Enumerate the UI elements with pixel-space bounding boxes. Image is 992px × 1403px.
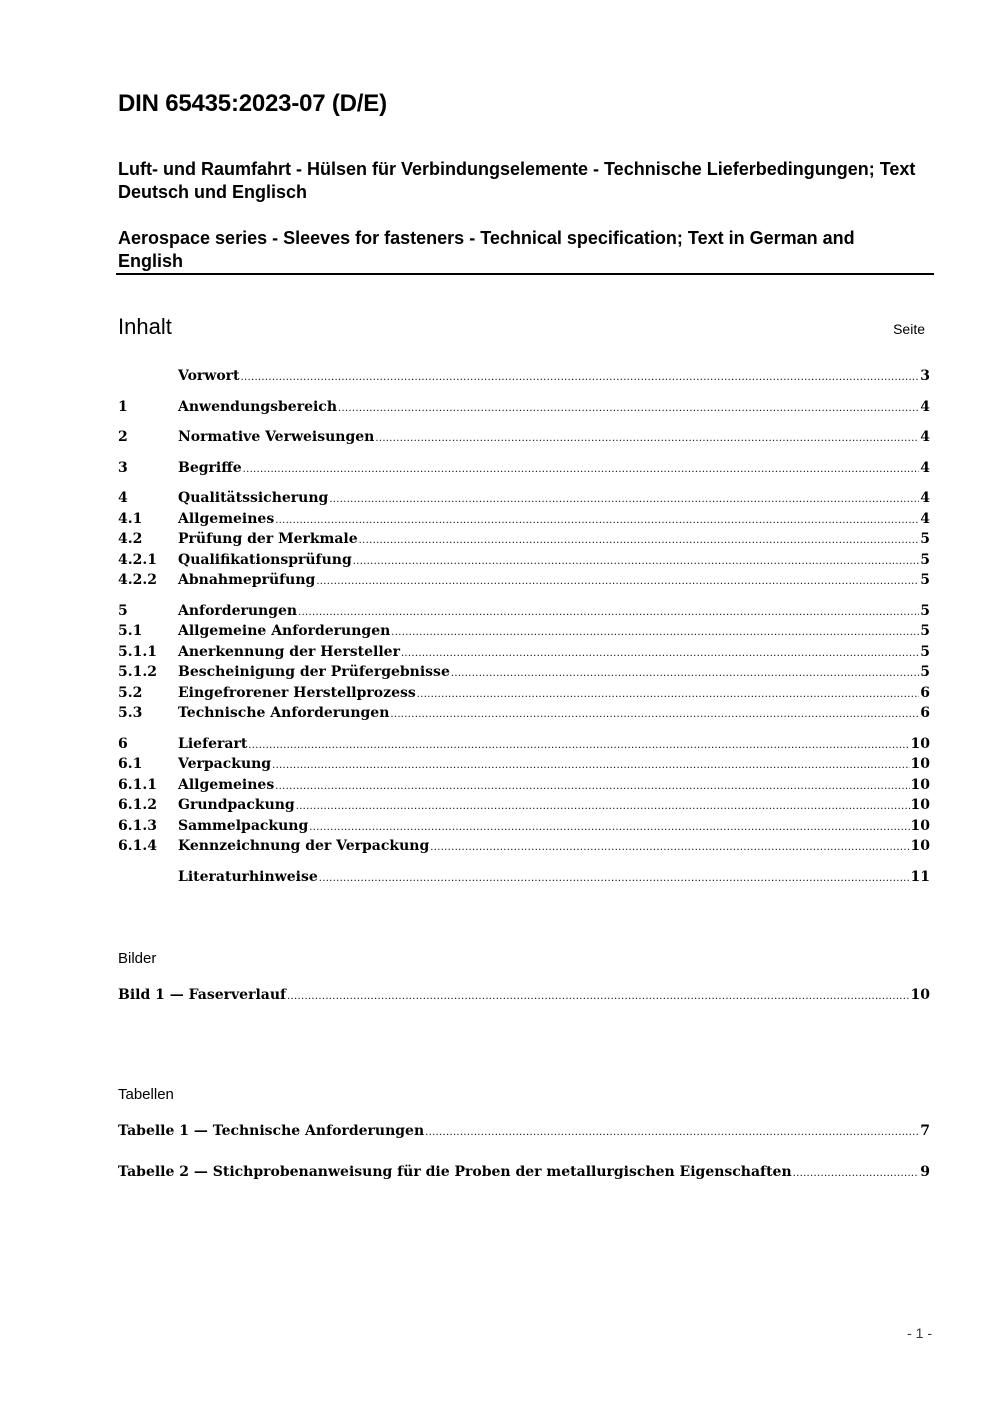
toc-leader-dots [417,689,920,700]
toc-entry[interactable] [118,644,930,665]
toc-entry-page: 4 [920,398,930,415]
toc-leader-dots [375,433,919,444]
toc-entry[interactable] [118,572,930,593]
toc-entry[interactable] [118,552,930,573]
toc-entry[interactable] [118,818,930,839]
figure-entry-title: Bild 1 — Faserverlauf [118,987,287,1003]
toc-entry-page: 5 [920,572,930,588]
toc-entry[interactable] [118,756,930,777]
toc-entry-title: Anerkennung der Hersteller [178,643,400,660]
toc-entry-number: 4 [118,490,128,506]
toc-leader-dots [275,515,919,526]
toc-entry-title: Verpackung [178,756,272,772]
toc-entry-title: Vorwort [178,368,240,384]
toc-entry-number: 4.2.1 [118,551,157,568]
toc-entry-title: Eingefrorener Herstellprozess [178,684,416,701]
toc-entry-page: 4 [920,429,930,445]
toc-entry[interactable] [118,869,930,890]
toc-entry[interactable] [118,460,930,481]
toc-entry-title: Abnahmeprüfung [178,572,316,588]
toc-entry-page: 6 [920,705,930,721]
toc-entry[interactable] [118,736,930,757]
toc-heading: Inhalt [118,314,172,339]
toc-entry-title: Kennzeichnung der Verpackung [178,838,430,854]
toc-entry-number: 5.1.1 [118,643,157,660]
toc-leader-dots [316,576,919,587]
table-entry[interactable] [118,1123,930,1144]
toc-entry-number: 6.1.1 [118,776,157,793]
toc-leader-dots [338,403,919,414]
toc-entry[interactable] [118,838,930,859]
toc-entry-page: 10 [910,756,930,772]
figure-entry-page: 10 [910,987,930,1003]
toc-entry-number: 6.1.4 [118,838,157,854]
table-entry-page: 7 [920,1123,930,1139]
toc-entry[interactable] [118,399,930,420]
toc-entry-title: Begriffe [178,459,242,476]
page-number: - 1 - [907,1325,932,1341]
toc-entry-title: Prüfung der Merkmale [178,531,358,547]
toc-entry-page: 4 [920,510,930,527]
toc-entry-title: Normative Verweisungen [178,429,375,445]
toc-leader-dots [353,556,920,567]
toc-entry-title: Sammelpackung [178,817,309,834]
toc-entry-page: 3 [920,368,930,384]
toc-leader-dots [451,668,919,679]
toc-entry[interactable] [118,603,930,624]
toc-entry-number: 1 [118,398,128,415]
toc-page-column-label: Seite [893,321,925,337]
toc-leader-dots [793,1168,920,1179]
toc-entry[interactable] [118,705,930,726]
toc-entry-number: 5.3 [118,705,143,721]
table-entry-title: Tabelle 1 — Technische Anforderungen [118,1123,425,1139]
toc-entry-page: 5 [920,643,930,660]
toc-leader-dots [401,648,919,659]
toc-leader-dots [329,494,919,505]
toc-entry-title: Bescheinigung der Prüfergebnisse [178,664,450,680]
toc-leader-dots [309,822,909,833]
toc-entry-page: 4 [920,459,930,476]
toc-entry-page: 11 [910,868,930,885]
table-entry-title: Tabelle 2 — Stichprobenanweisung für die Proben der metallurgischen Eigenschaften [118,1163,792,1180]
toc-entry-page: 5 [920,664,930,680]
list-of-tables [118,1123,930,1184]
toc-entry-page: 10 [910,797,930,813]
toc-entry-page: 5 [920,531,930,547]
toc-entry[interactable] [118,531,930,552]
toc-entry[interactable] [118,490,930,511]
toc-leader-dots [275,781,909,792]
toc-entry-number: 4.2.2 [118,572,157,588]
toc-entry-page: 4 [920,490,930,506]
toc-leader-dots [391,627,919,638]
title-divider [116,273,934,275]
table-entry-page: 9 [920,1163,930,1180]
toc-entry[interactable] [118,664,930,685]
tables-heading: Tabellen [118,1086,174,1103]
toc-entry-title: Anforderungen [178,602,298,619]
toc-entry[interactable] [118,685,930,706]
toc-entry-page: 5 [920,551,930,568]
toc-entry-number: 5 [118,602,128,619]
toc-entry-title: Allgemeines [178,510,275,527]
toc-leader-dots [296,801,910,812]
list-of-figures [118,987,930,1008]
toc-leader-dots [243,464,920,475]
toc-entry-title: Allgemeine Anforderungen [178,623,391,639]
toc-entry-page: 5 [920,602,930,619]
toc-leader-dots [390,709,919,720]
toc-entry-number: 6.1.3 [118,817,157,834]
toc-entry-title: Qualifikationsprüfung [178,551,352,568]
toc-entry-number: 6.1 [118,756,143,772]
table-of-contents [118,368,930,889]
toc-entry-title: Allgemeines [178,776,275,793]
toc-entry-page: 10 [910,817,930,834]
toc-leader-dots [241,372,920,383]
toc-entry-number: 2 [118,429,128,445]
toc-leader-dots [272,760,909,771]
toc-entry[interactable] [118,797,930,818]
toc-entry[interactable] [118,368,930,389]
toc-entry-number: 6.1.2 [118,797,157,813]
toc-entry-number: 5.1.2 [118,664,157,680]
toc-entry[interactable] [118,777,930,798]
document-title-german: Luft- und Raumfahrt - Hülsen für Verbindungselemente - Technische Lieferbedingungen; Text Deutsch und Englisch [118,159,916,202]
toc-entry-title: Qualitätssicherung [178,490,329,506]
toc-leader-dots [430,842,909,853]
toc-leader-dots [319,873,910,884]
toc-leader-dots [359,535,920,546]
toc-entry-number: 5.1 [118,623,143,639]
toc-entry-title: Literaturhinweise [178,868,318,885]
toc-entry-page: 6 [920,684,930,701]
toc-entry-title: Grundpackung [178,797,295,813]
toc-entry-title: Anwendungsbereich [178,398,337,415]
toc-entry-number: 6 [118,735,128,752]
toc-leader-dots [287,991,909,1002]
toc-entry-number: 4.2 [118,531,143,547]
toc-entry[interactable] [118,511,930,532]
figure-entry[interactable] [118,987,930,1008]
table-entry[interactable] [118,1164,930,1185]
toc-leader-dots [425,1127,919,1138]
toc-entry-title: Technische Anforderungen [178,705,390,721]
figures-heading: Bilder [118,950,157,967]
toc-entry-page: 10 [910,838,930,854]
toc-entry-number: 5.2 [118,684,143,701]
toc-entry-number: 3 [118,459,128,476]
toc-entry-number: 4.1 [118,510,143,527]
document-number: DIN 65435:2023-07 (D/E) [118,90,387,117]
toc-entry[interactable] [118,429,930,450]
document-title-english: Aerospace series - Sleeves for fasteners - Technical specification; Text in German and English [118,228,855,271]
toc-entry-page: 10 [910,776,930,793]
toc-leader-dots [298,607,919,618]
toc-entry[interactable] [118,623,930,644]
toc-leader-dots [248,740,909,751]
toc-entry-page: 5 [920,623,930,639]
toc-entry-title: Lieferart [178,735,248,752]
toc-entry-page: 10 [910,735,930,752]
